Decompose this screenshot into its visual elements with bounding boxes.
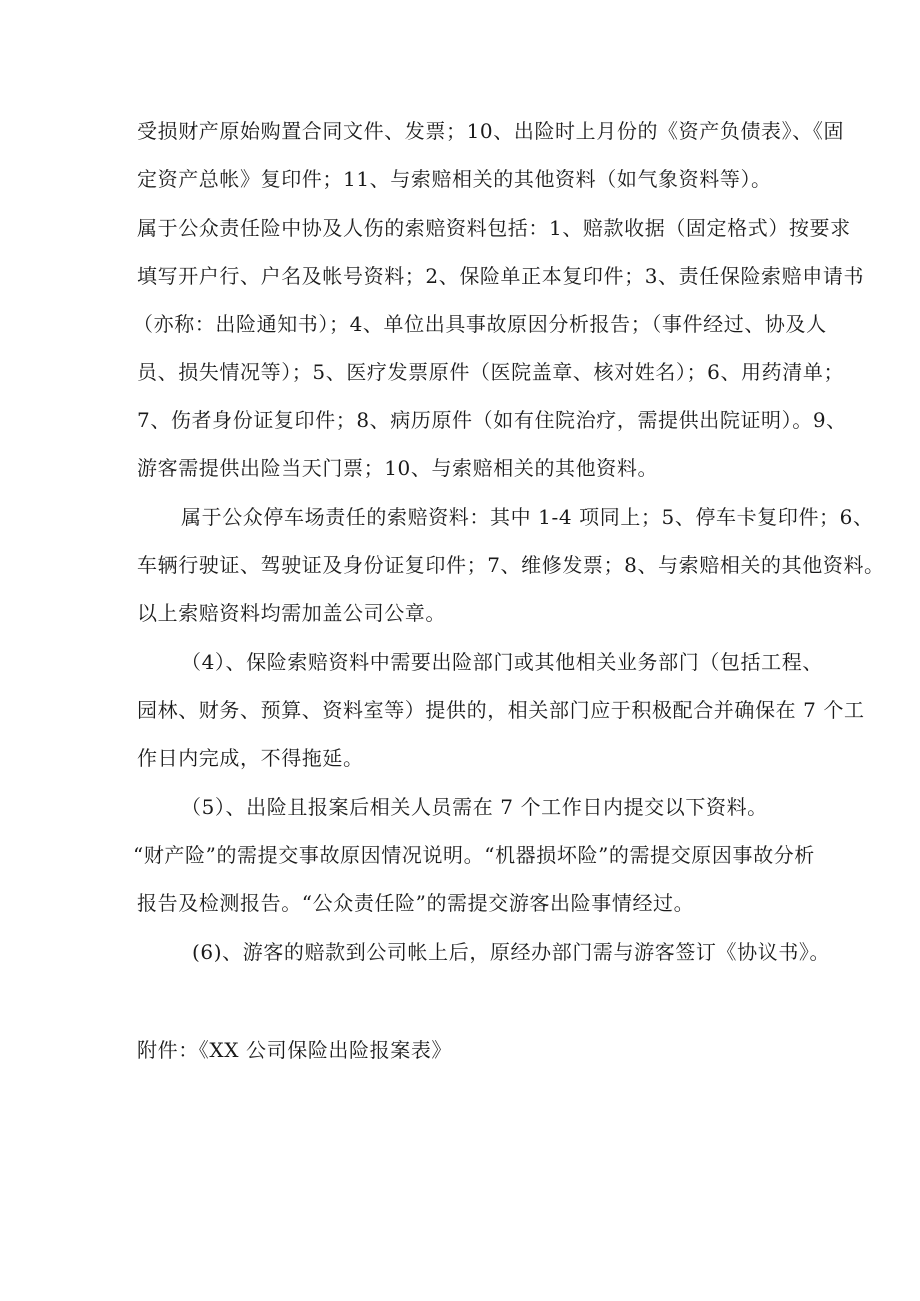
paragraph-line: （亦称：出险通知书）；4、单位出具事故原因分析报告；（事件经过、协及人 <box>133 312 827 336</box>
paragraph-line: 7、伤者身份证复印件；8、病历原件（如有住院治疗，需提供出院证明）。9、 <box>137 408 847 432</box>
paragraph-line: （5）、出险且报案后相关人员需在 7 个工作日内提交以下资料。 <box>181 795 768 819</box>
paragraph-line: 园林、财务、预算、资料室等）提供的，相关部门应于积极配合并确保在 7 个工 <box>137 698 865 722</box>
paragraph-line: 以上索赔资料均需加盖公司公章。 <box>137 601 446 625</box>
paragraph-line: 属于公众责任险中协及人伤的索赔资料包括：1、赔款收据（固定格式）按要求 <box>137 216 851 240</box>
paragraph-line: 定资产总帐》复印件；11、与索赔相关的其他资料（如气象资料等）。 <box>137 167 772 191</box>
paragraph-line: 游客需提供出险当天门票；10、与索赔相关的其他资料。 <box>137 456 659 480</box>
paragraph-line: (6)、游客的赔款到公司帐上后，原经办部门需与游客签订《协议书》。 <box>192 940 831 964</box>
paragraph-line: （4）、保险索赔资料中需要出险部门或其他相关业务部门（包括工程、 <box>181 650 823 674</box>
paragraph-line: 车辆行驶证、驾驶证及身份证复印件；7、维修发票；8、与索赔相关的其他资料。 <box>137 553 885 577</box>
paragraph-line: 报告及检测报告。“公众责任险”的需提交游客出险事情经过。 <box>137 891 695 915</box>
attachment-line: 附件：《XX 公司保险出险报案表》 <box>137 1038 453 1062</box>
paragraph-line: 员、损失情况等）；5、医疗发票原件（医院盖章、核对姓名）；6、用药清单； <box>137 360 845 384</box>
paragraph-line: 受损财产原始购置合同文件、发票；10、出险时上月份的《资产负债表》、《固 <box>137 119 845 143</box>
paragraph-line: 属于公众停车场责任的索赔资料：其中 1-4 项同上；5、停车卡复印件；6、 <box>181 505 874 529</box>
paragraph-line: 作日内完成，不得拖延。 <box>137 746 364 770</box>
paragraph-line: 填写开户行、户名及帐号资料；2、保险单正本复印件；3、责任保险索赔申请书 <box>137 264 865 288</box>
paragraph-line: “财产险”的需提交事故原因情况说明。“机器损坏险”的需提交原因事故分析 <box>133 843 815 867</box>
